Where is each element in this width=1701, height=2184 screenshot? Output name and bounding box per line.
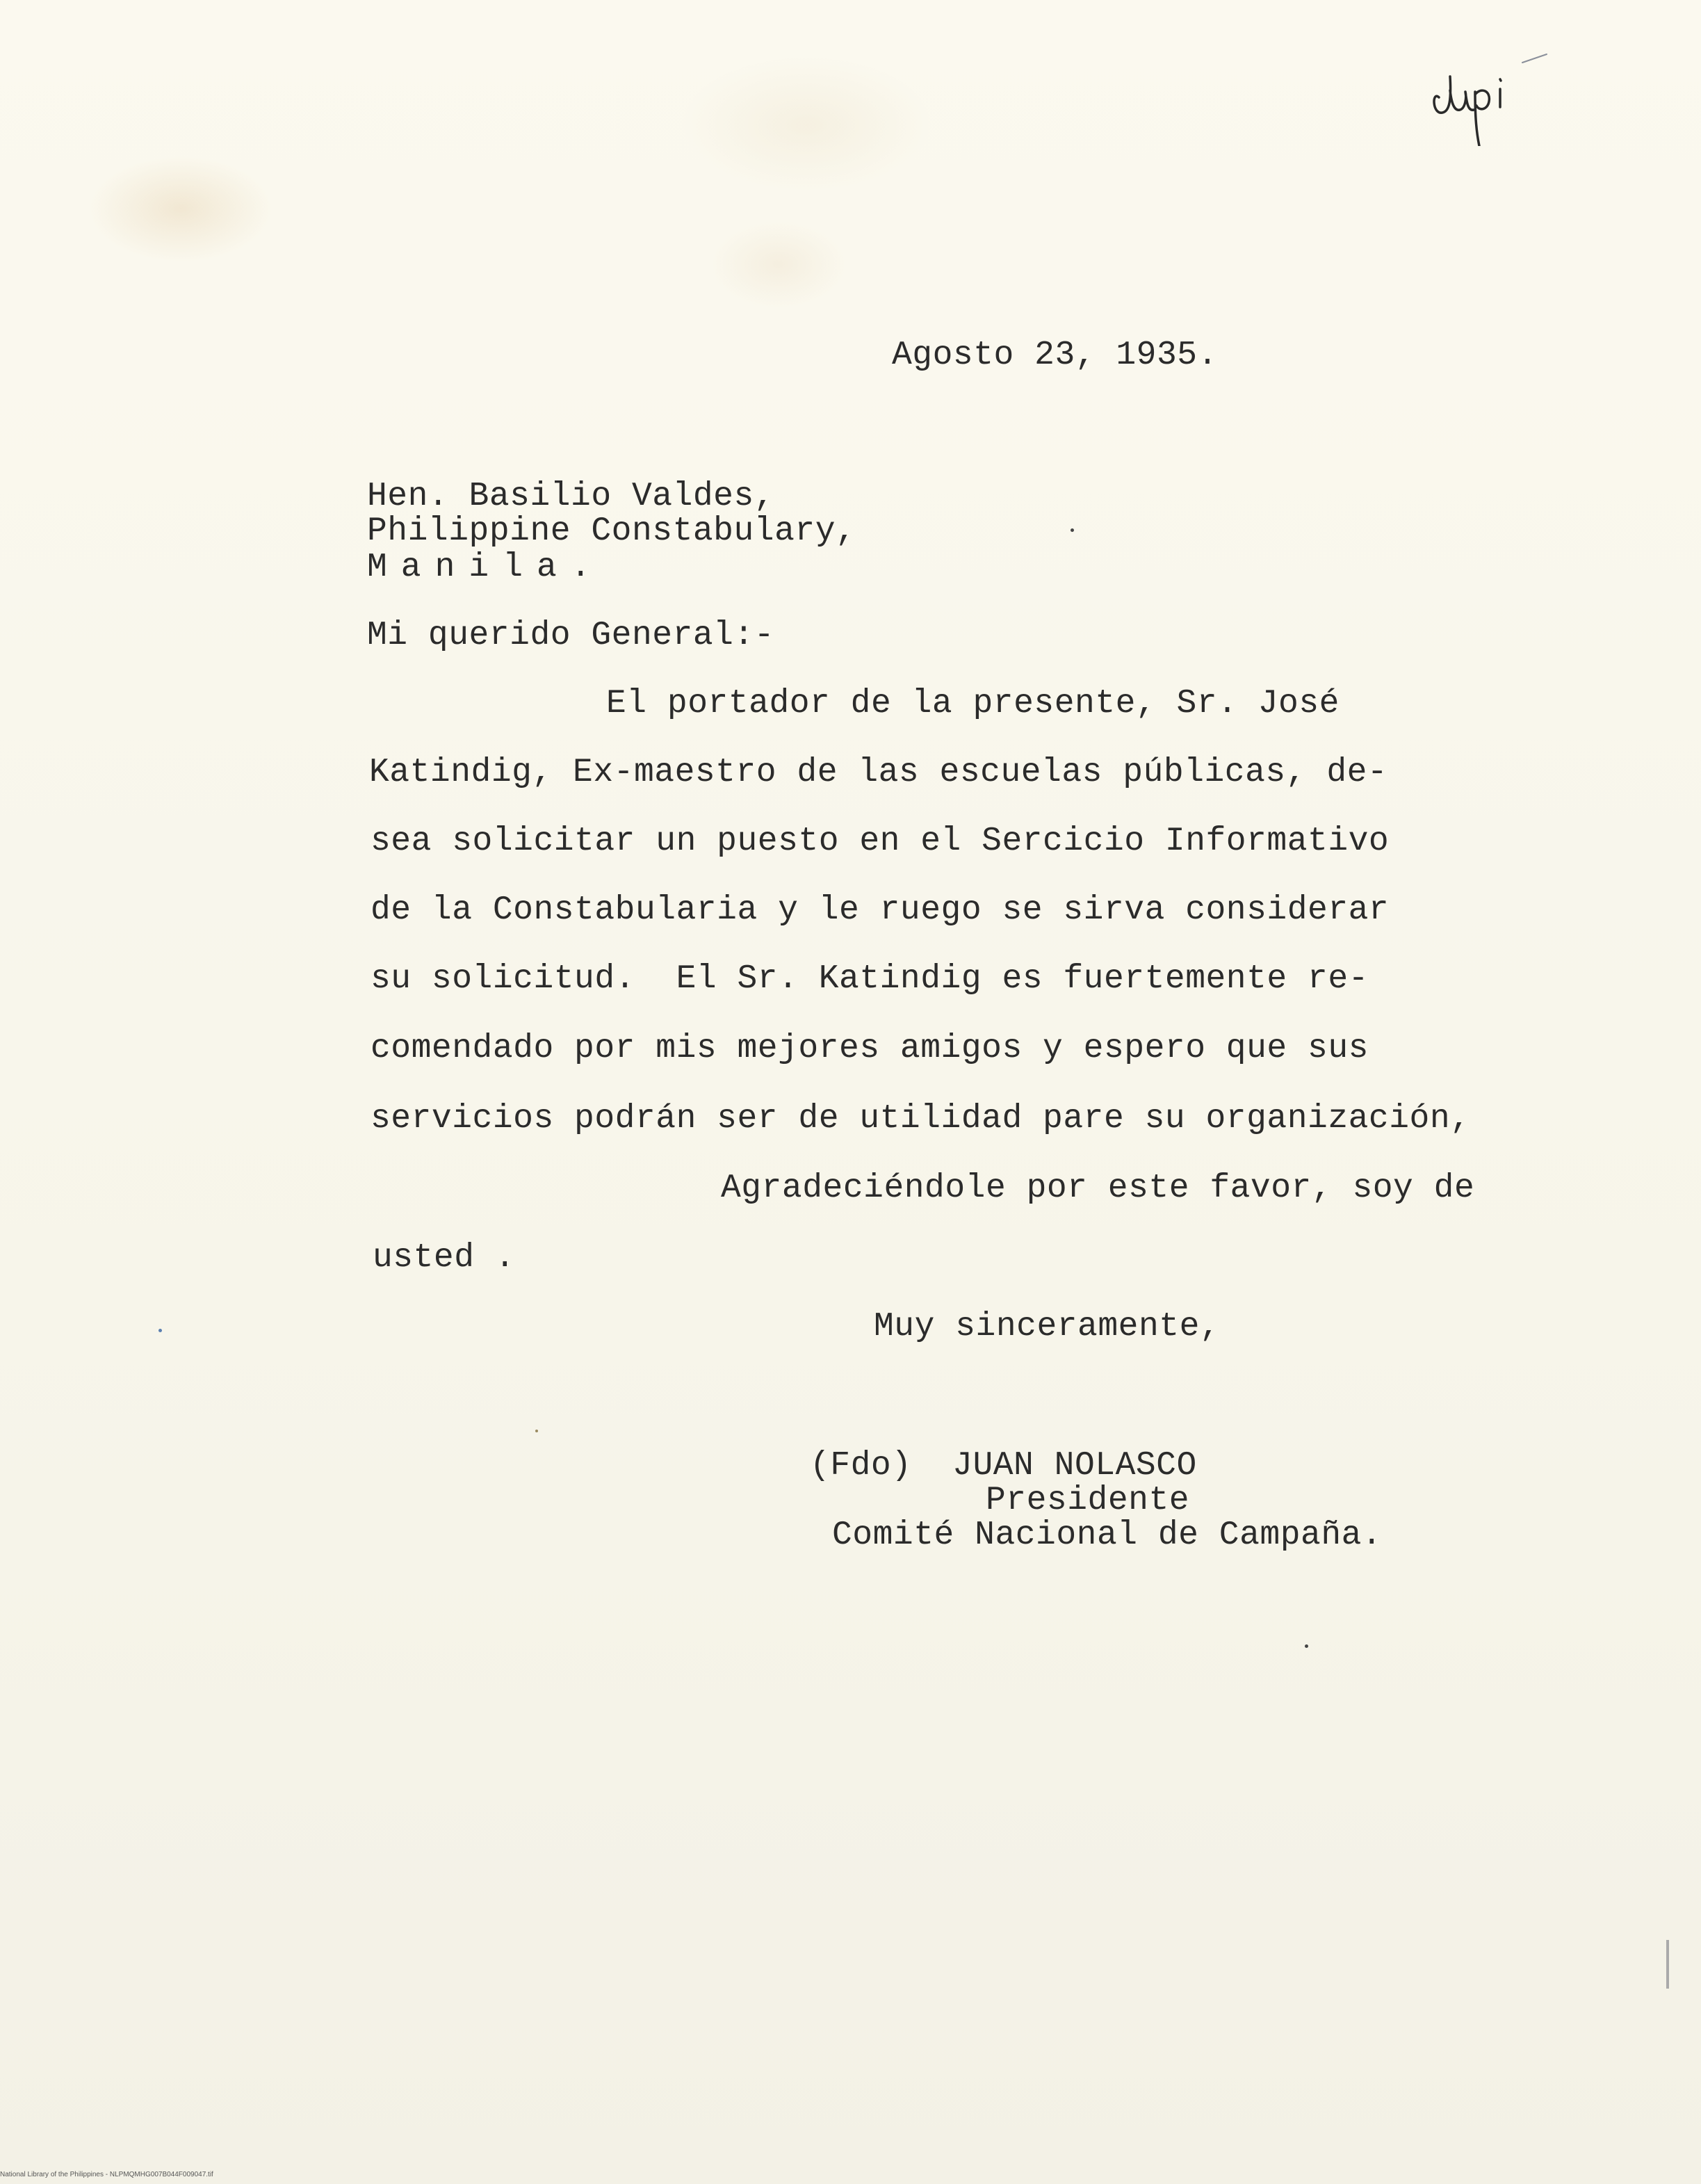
recipient-organization: Philippine Constabulary, — [367, 512, 856, 550]
body-line: servicios podrán ser de utilidad pare su organización, — [371, 1100, 1471, 1138]
closing: Muy sinceramente, — [874, 1308, 1221, 1345]
body-line: Agradeciéndole por este favor, soy de — [721, 1170, 1475, 1207]
archive-footer: National Library of the Philippines - NLPMQMHG007B044F009047.tif — [0, 2171, 213, 2178]
signature-organization: Comité Nacional de Campaña. — [832, 1516, 1383, 1554]
signature-name: (Fdo) JUAN NOLASCO — [810, 1447, 1197, 1485]
ink-speck — [1305, 1644, 1308, 1648]
body-line: Katindig, Ex-maestro de las escuelas públicas, de- — [369, 754, 1388, 791]
body-line: comendado por mis mejores amigos y espero que sus — [371, 1030, 1369, 1067]
body-line: su solicitud. El Sr. Katindig es fuertemente re- — [371, 960, 1369, 998]
body-line: sea solicitar un puesto en el Sercicio Informativo — [371, 823, 1390, 860]
recipient-city: Manila. — [367, 549, 605, 586]
ink-speck — [158, 1329, 162, 1332]
edge-mark — [1666, 1940, 1669, 1989]
recipient-name: Hen. Basilio Valdes, — [367, 478, 775, 515]
ink-speck — [535, 1430, 538, 1432]
body-line: usted . — [373, 1239, 516, 1277]
handwritten-annotation — [1425, 49, 1564, 146]
body-line: El portador de la presente, Sr. José — [606, 685, 1340, 722]
signature-title: Presidente — [986, 1482, 1190, 1519]
body-line: de la Constabularia y le ruego se sirva considerar — [371, 891, 1390, 929]
salutation: Mi querido General:- — [367, 617, 775, 654]
ink-speck — [1071, 528, 1074, 532]
letter-date: Agosto 23, 1935. — [892, 337, 1218, 374]
